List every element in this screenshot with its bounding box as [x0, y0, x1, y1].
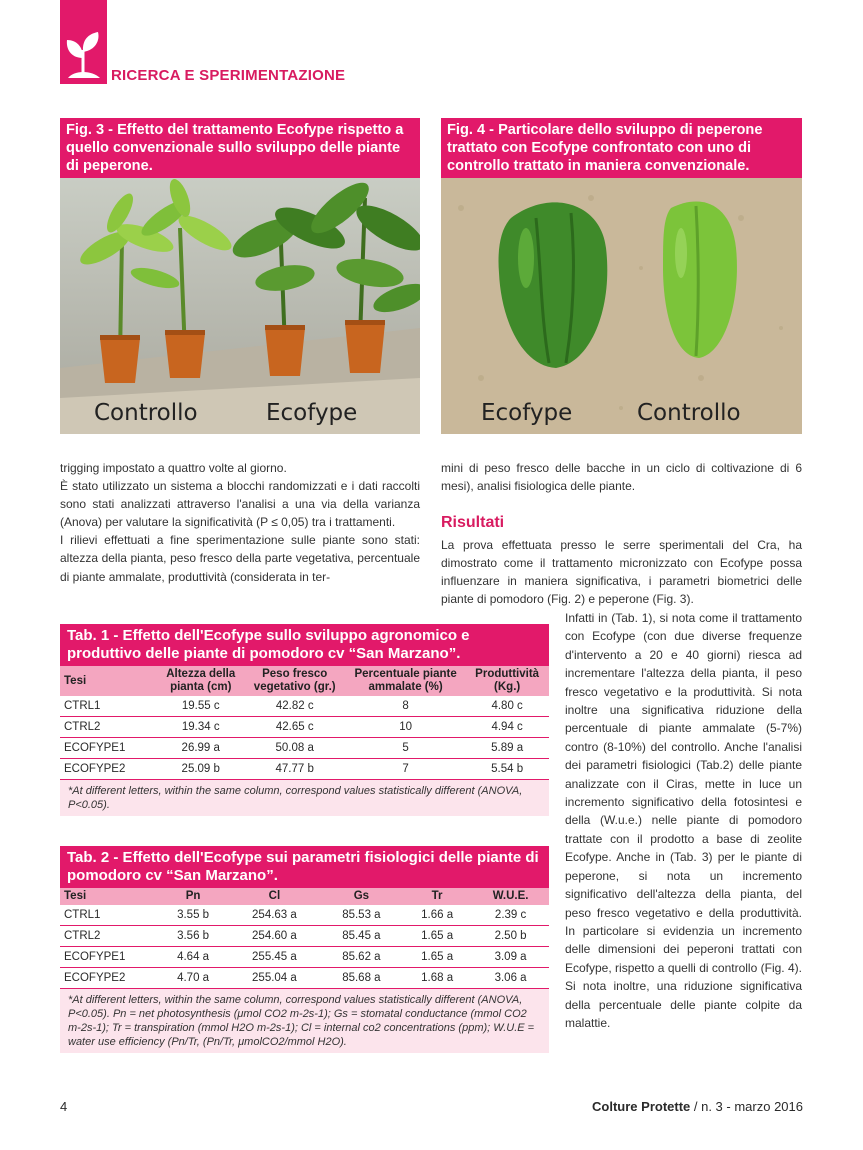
table-cell: 1.68 a — [402, 968, 472, 989]
table-header: Altezza della pianta (cm) — [158, 666, 243, 696]
fig3-label-right: Ecofype — [266, 400, 358, 426]
table-cell: 19.34 c — [158, 717, 243, 738]
peppers-image — [441, 178, 802, 434]
table-cell: 42.82 c — [243, 696, 345, 717]
table-header: Peso fresco vegetativo (gr.) — [243, 666, 345, 696]
table-1 — [60, 624, 549, 816]
table-cell: 4.80 c — [465, 696, 549, 717]
table-cell: 85.53 a — [321, 905, 402, 926]
table-cell: 4.70 a — [158, 968, 228, 989]
fig4-label-left: Ecofype — [481, 400, 573, 426]
journal-issue: / n. 3 - marzo 2016 — [690, 1099, 803, 1114]
table-row — [60, 947, 549, 968]
table-1-grid — [60, 666, 549, 780]
table-cell: 10 — [346, 717, 465, 738]
fig4-label-right: Controllo — [637, 400, 741, 426]
table-header: Tesi — [60, 888, 158, 905]
pepper-plants-image — [60, 178, 420, 434]
paragraph: È stato utilizzato un sistema a blocchi randomizzati e i dati raccolti sono stati analizzati attraverso l'analisi a una via della varianza (Anova) per valutare la significatività (P ≤ 0,05) tra i trattamenti. — [60, 479, 420, 530]
table-header: W.U.E. — [472, 888, 549, 905]
table-2-grid — [60, 888, 549, 989]
sprout-icon — [60, 0, 107, 84]
table-2-note: *At different letters, within the same column, correspond values statistically different (ANOVA, P<0.05). Pn = net photosynthesis (μmol CO2 m-2s-1); Gs = stomatal conductance (mmol CO2 m-2s-1); Tr = transpiration (mmol H2O m-2s-1); Cl = internal co2 concentrations (ppm); W.U.E = water use efficiency (Pn/Tr, (Pn/Tr, μmolCO2/mmol H2O). — [60, 989, 549, 1053]
body-text-left — [60, 459, 420, 586]
table-cell: 5.89 a — [465, 738, 549, 759]
table-row — [60, 926, 549, 947]
table-row — [60, 717, 549, 738]
table-cell: CTRL2 — [60, 926, 158, 947]
table-cell: ECOFYPE2 — [60, 759, 158, 780]
page-number: 4 — [60, 1099, 68, 1114]
table-header: Cl — [228, 888, 321, 905]
table-cell: 254.63 a — [228, 905, 321, 926]
table-row — [60, 738, 549, 759]
paragraph: Infatti in (Tab. 1), si nota come il trattamento con Ecofype (con due diverse frequenze d'intervento a 20 e 40 giorni) riesca ad incrementare l'altezza della pianta, il peso fresco vegetativo e la produttività. Si nota inoltre una significativa riduzione della percentuale di piante ammalate (5-7%) contro (8-10%) del controllo. Anche l'analisi dei parametri fisiologici (Tab.2) delle piante analizzate con il Ciras, mette in luce un incremento significativo della fotosintesi e della (W.u.e.) nelle piante di pomodoro trattate con il prodotto a base di zeolite Ecofype. Anche in (Tab. 3) per le piante di peperone, si nota un incremento significativo dell'altezza della pianta, del peso fresco vegetativo e della produttività. In particolare si evidenzia un incremento delle dimensioni dei peperoni trattati con Ecofype, rispetto a quelli di controllo (Fig. 4). Si nota inoltre, una riduzione significativa della percentuale delle piante colpite da malattie. — [565, 611, 802, 1030]
table-cell: 5 — [346, 738, 465, 759]
table-cell: 2.50 b — [472, 926, 549, 947]
table-header: Tr — [402, 888, 472, 905]
table-row — [60, 905, 549, 926]
table-cell: 4.64 a — [158, 947, 228, 968]
fig4-caption: Fig. 4 - Particolare dello sviluppo di peperone trattato con Ecofype confrontato con uno di controllo trattato in maniera convenzionale. — [441, 118, 802, 178]
table-cell: CTRL1 — [60, 696, 158, 717]
table-cell: 1.65 a — [402, 926, 472, 947]
table-1-caption: Tab. 1 - Effetto dell'Ecofype sullo sviluppo agronomico e produttivo delle piante di pomodoro cv “San Marzano”. — [60, 624, 549, 666]
table-header: Gs — [321, 888, 402, 905]
table-cell: 25.09 b — [158, 759, 243, 780]
table-cell: 3.06 a — [472, 968, 549, 989]
table-cell: ECOFYPE2 — [60, 968, 158, 989]
table-cell: 85.68 a — [321, 968, 402, 989]
table-cell: 1.65 a — [402, 947, 472, 968]
table-cell: ECOFYPE1 — [60, 947, 158, 968]
table-cell: 26.99 a — [158, 738, 243, 759]
footer-journal — [592, 1099, 803, 1114]
table-cell: 2.39 c — [472, 905, 549, 926]
table-cell: CTRL1 — [60, 905, 158, 926]
table-2 — [60, 846, 549, 1053]
table-row — [60, 759, 549, 780]
results-heading: Risultati — [441, 514, 505, 531]
table-2-caption: Tab. 2 - Effetto dell'Ecofype sui parametri fisiologici delle piante di pomodoro cv “San Marzano”. — [60, 846, 549, 888]
table-cell: 50.08 a — [243, 738, 345, 759]
fig4-photo — [441, 178, 802, 434]
fig3-label-left: Controllo — [94, 400, 198, 426]
journal-name: Colture Protette — [592, 1099, 691, 1114]
table-cell: 85.45 a — [321, 926, 402, 947]
table-cell: 42.65 c — [243, 717, 345, 738]
table-cell: ECOFYPE1 — [60, 738, 158, 759]
table-cell: 4.94 c — [465, 717, 549, 738]
table-header: Pn — [158, 888, 228, 905]
table-cell: 47.77 b — [243, 759, 345, 780]
table-cell: 255.45 a — [228, 947, 321, 968]
table-cell: 1.66 a — [402, 905, 472, 926]
paragraph: mini di peso fresco delle bacche in un ciclo di coltivazione di 6 mesi), analisi fisiologica delle piante. — [441, 461, 802, 494]
table-cell: 5.54 b — [465, 759, 549, 780]
table-cell: 255.04 a — [228, 968, 321, 989]
paragraph: La prova effettuata presso le serre sperimentali del Cra, ha dimostrato come il trattamento micronizzato con Ecofype possa influenzare in maniera significativa, i parametri biometrici delle piante di pomodoro (Fig. 2) e peperone (Fig. 3). — [441, 538, 802, 607]
table-cell: 7 — [346, 759, 465, 780]
section-tab-marker — [60, 0, 107, 84]
table-cell: 8 — [346, 696, 465, 717]
table-header: Tesi — [60, 666, 158, 696]
table-cell: 3.55 b — [158, 905, 228, 926]
table-header: Produttività (Kg.) — [465, 666, 549, 696]
table-cell: 19.55 c — [158, 696, 243, 717]
body-text-right-column — [565, 609, 802, 1032]
body-text-right-mid — [441, 536, 802, 608]
table-cell: 254.60 a — [228, 926, 321, 947]
section-title: RICERCA E SPERIMENTAZIONE — [111, 67, 346, 84]
paragraph: I rilievi effettuati a fine sperimentazione sulle piante sono stati: altezza della pianta, peso fresco della parte vegetativa, percentuale di piante ammalate, produttività (considerata in ter- — [60, 533, 420, 584]
table-cell: CTRL2 — [60, 717, 158, 738]
body-text-right-top — [441, 459, 802, 495]
fig3-caption: Fig. 3 - Effetto del trattamento Ecofype rispetto a quello convenzionale sullo sviluppo delle piante di peperone. — [60, 118, 420, 178]
table-row — [60, 968, 549, 989]
fig3-photo — [60, 178, 420, 434]
table-header: Percentuale piante ammalate (%) — [346, 666, 465, 696]
table-1-note: *At different letters, within the same column, correspond values statistically different (ANOVA, P<0.05). — [60, 780, 549, 816]
paragraph: trigging impostato a quattro volte al giorno. — [60, 461, 287, 475]
table-cell: 3.56 b — [158, 926, 228, 947]
table-cell: 85.62 a — [321, 947, 402, 968]
table-cell: 3.09 a — [472, 947, 549, 968]
table-row — [60, 696, 549, 717]
